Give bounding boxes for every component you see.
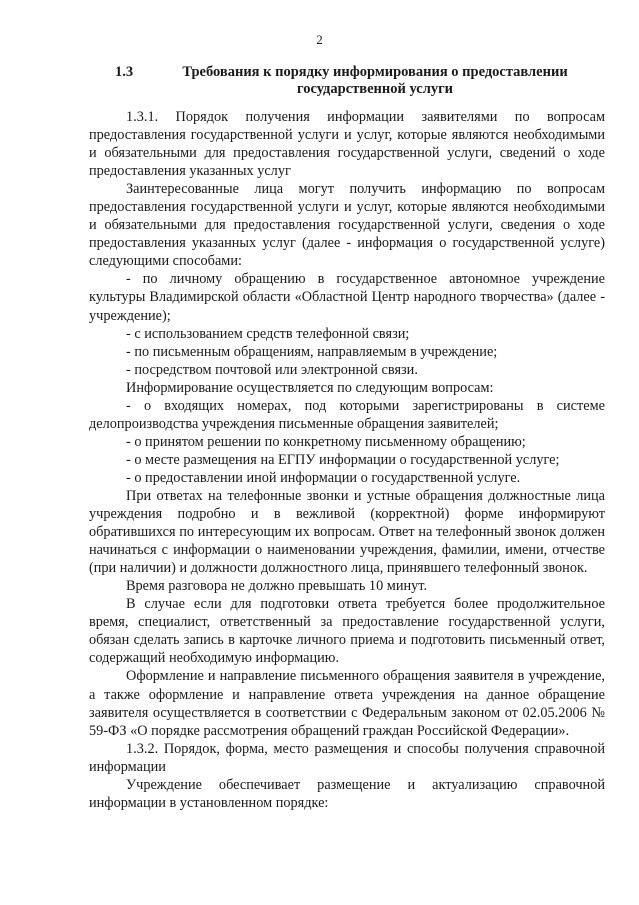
- paragraph: Заинтересованные лица могут получить информацию по вопросам предоставления государственной услуги и услуг, которые являются необходимыми и обязательными для предоставления государственной услуги, сведения о ходе предоставления указанных услуг (далее - информация о государственной услуге) следующими способами:: [89, 181, 605, 270]
- paragraph: 1.3.2. Порядок, форма, место размещения и способы получения справочной информации: [89, 740, 605, 775]
- section-title: Требования к порядку информирования о предоставлении государственной услуги: [182, 64, 568, 97]
- list-item: - по личному обращению в государственное автономное учреждение культуры Владимирской области «Областной Центр народного творчества» (далее - учреждение);: [89, 271, 605, 324]
- list-item: - по письменным обращениям, направляемым в учреждение;: [126, 343, 498, 360]
- paragraph: Оформление и направление письменного обращения заявителя в учреждение, а также оформление и направление ответа учреждения на данное обращение заявителя осуществляется в соответствии с Федеральным законом от 02.05.2006 № 59-ФЗ «О порядке рассмотрения обращений граждан Российской Федерации».: [89, 668, 605, 739]
- paragraph: В случае если для подготовки ответа требуется более продолжительное время, специалист, ответственный за предоставление государственной услуги, обязан сделать запись в карточке личного приема и подготовить письменный ответ, содержащий необходимую информацию.: [89, 596, 605, 667]
- list-item: - о предоставлении иной информации о государственной услуге.: [126, 469, 521, 486]
- page-number: 2: [316, 32, 323, 47]
- paragraph: При ответах на телефонные звонки и устные обращения должностные лица учреждения подробно и в вежливой (корректной) форме информируют обратившихся по интересующим их вопросам. Ответ на телефонный звонок должен начинаться с информации о наименовании учреждения, фамилии, имени, отчестве (при наличии) и должности должностного лица, принявшего телефонный звонок.: [89, 487, 605, 577]
- list-item: - о месте размещения на ЕГПУ информации о государственной услуге;: [126, 451, 560, 468]
- paragraph: 1.3.1. Порядок получения информации заявителями по вопросам предоставления государственной услуги и услуг, которые являются необходимыми и обязательными для предоставления государственной услуги, сведений о ходе предоставления указанных услуг: [89, 109, 605, 180]
- list-item: - о входящих номерах, под которыми зарегистрированы в системе делопроизводства учреждения письменные обращения заявителей;: [89, 397, 605, 432]
- paragraph: Время разговора не должно превышать 10 минут.: [126, 578, 428, 595]
- section-number: 1.3: [115, 64, 134, 80]
- section-heading: [115, 64, 585, 98]
- list-item: - посредством почтовой или электронной связи.: [126, 361, 418, 378]
- paragraph: Информирование осуществляется по следующим вопросам:: [126, 379, 494, 396]
- list-item: - о принятом решении по конкретному письменному обращению;: [126, 433, 526, 450]
- paragraph: Учреждение обеспечивает размещение и актуализацию справочной информации в установленном порядке:: [89, 776, 605, 811]
- list-item: - с использованием средств телефонной связи;: [126, 325, 410, 342]
- document-body: [89, 108, 605, 812]
